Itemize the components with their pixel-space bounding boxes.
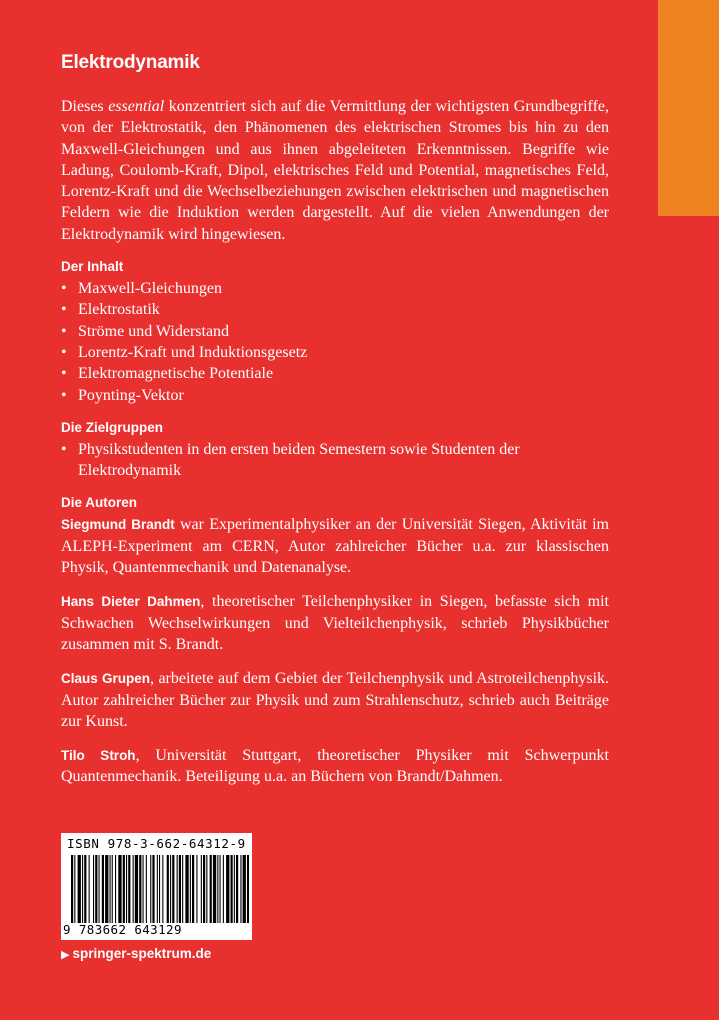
- barcode-bar: [110, 855, 111, 923]
- barcode-bar: [234, 855, 235, 923]
- barcode-bar: [82, 855, 83, 923]
- author-text: , arbeitete auf dem Gebiet der Teilchenphysik und Astroteilchenphysik. Autor zahlreicher Bücher zur Physik und zum Strahlenschutz, schrieb auch Beiträge zur Kunst.: [61, 670, 610, 730]
- barcode-bar: [190, 855, 191, 923]
- barcode-bar: [150, 855, 151, 923]
- author-entry: [61, 514, 609, 578]
- barcode-bar: [179, 855, 181, 923]
- barcode-bar: [152, 855, 154, 923]
- barcode-bar: [102, 855, 104, 923]
- author-entry: [61, 668, 609, 732]
- barcode-bars: [71, 855, 249, 923]
- barcode-bar: [167, 855, 169, 923]
- barcode-bar: [203, 855, 205, 923]
- barcode-bar: [135, 855, 138, 923]
- barcode-bar: [112, 855, 113, 923]
- barcode-bar: [162, 855, 163, 923]
- barcode-bar: [213, 855, 216, 923]
- barcode-bar: [93, 855, 94, 923]
- intro-emphasis: essential: [108, 98, 165, 115]
- list-item-text: Physikstudenten in den ersten beiden Semestern sowie Studenten der Elektrodynamik: [78, 440, 520, 480]
- barcode-bar: [159, 855, 160, 923]
- barcode-bar: [231, 855, 233, 923]
- author-name: Siegmund Brandt: [61, 517, 175, 533]
- barcode-digits: 9 783662 643129: [63, 922, 182, 937]
- list-item: [61, 385, 609, 406]
- barcode-bar: [243, 855, 246, 923]
- website-link[interactable]: [61, 946, 211, 961]
- barcode-bar: [118, 855, 121, 923]
- inhalt-list: [61, 278, 609, 406]
- intro-after: konzentriert sich auf die Vermittlung der wichtigsten Grundbegriffe, von der Elektrostatik, den Phänomenen des elektrischen Stromes bis hin zu den Maxwell-Gleichungen und aus ihnen abgeleiteten Erkenntnissen. Begriffe wie Ladung, Coulomb-Kraft, Dipol, elektrisches Feld und Potential, magnetisches Feld, Lorentz-Kraft und die Wechselbeziehungen zwischen elektrischen und magnetischen Feldern wie die Induktion werden dargestellt. Auf die vielen Anwendungen der Elektrodynamik wird hingewiesen.: [61, 98, 609, 243]
- inhalt-heading: Der Inhalt: [61, 259, 124, 275]
- author-name: Hans Dieter Dahmen: [61, 594, 201, 610]
- author-name: Claus Grupen: [61, 671, 150, 687]
- barcode-bar: [185, 855, 188, 923]
- list-item-text: Poynting-Vektor: [78, 386, 184, 404]
- list-item: [61, 439, 609, 482]
- barcode-bar: [210, 855, 212, 923]
- barcode-bar: [170, 855, 171, 923]
- barcode-bar: [105, 855, 108, 923]
- list-item: [61, 363, 609, 384]
- author-text: , theoretischer Teilchenphysiker in Siegen, befasste sich mit Schwachen Wechselwirkungen und Vielteilchenphysik, schrieb Physikbücher zusammen mit S. Brandt.: [61, 593, 610, 653]
- barcode-bar: [192, 855, 194, 923]
- barcode-bar: [99, 855, 100, 923]
- barcode-bar: [247, 855, 249, 923]
- barcode-bar: [123, 855, 125, 923]
- list-item-text: Lorentz-Kraft und Induktionsgesetz: [78, 343, 308, 361]
- author-text: , Universität Stuttgart, theoretischer Physiker mit Schwerpunkt Quantenmechanik. Beteiligung u.a. an Büchern von Brandt/Dahmen.: [61, 747, 610, 786]
- bullet-icon: •: [61, 440, 67, 458]
- barcode-bar: [201, 855, 202, 923]
- website-text: springer-spektrum.de: [72, 946, 212, 961]
- list-item: [61, 278, 609, 299]
- barcode-bar: [128, 855, 130, 923]
- bullet-icon: •: [61, 343, 67, 361]
- triangle-right-icon: ▶: [61, 949, 70, 961]
- author-text: war Experimentalphysiker an der Universität Siegen, Aktivität im ALEPH-Experiment am CERN, Autor zahlreicher Bücher u.a. zur klassischen Physik, Quantenmechanik und Datenanalyse.: [61, 516, 609, 577]
- intro-paragraph: [61, 96, 609, 245]
- barcode-bar: [95, 855, 97, 923]
- barcode-bar: [223, 855, 224, 923]
- barcode-bar: [217, 855, 218, 923]
- list-item-text: Maxwell-Gleichungen: [78, 280, 222, 298]
- bullet-icon: •: [61, 301, 67, 319]
- autoren-heading: Die Autoren: [61, 495, 138, 511]
- bullet-icon: •: [61, 322, 67, 340]
- barcode-bar: [115, 855, 116, 923]
- book-title: Elektrodynamik: [61, 52, 200, 73]
- barcode-bar: [74, 855, 75, 923]
- barcode-bar: [143, 855, 144, 923]
- list-item: [61, 299, 609, 320]
- list-item: [61, 342, 609, 363]
- list-item-text: Elektromagnetische Potentiale: [78, 365, 274, 383]
- barcode-bar: [172, 855, 174, 923]
- barcode-bar: [196, 855, 197, 923]
- orange-corner-tab: [658, 0, 719, 216]
- bullet-icon: •: [61, 365, 67, 383]
- barcode-bar: [133, 855, 134, 923]
- isbn-barcode: [61, 833, 252, 940]
- barcode-bar: [220, 855, 221, 923]
- barcode-bar: [89, 855, 90, 923]
- list-item-text: Ströme und Widerstand: [78, 322, 230, 340]
- bullet-icon: •: [61, 280, 67, 298]
- author-name: Tilo Stroh: [61, 748, 136, 764]
- barcode-bar: [177, 855, 178, 923]
- barcode-bar: [146, 855, 147, 923]
- barcode-bar: [206, 855, 207, 923]
- bullet-icon: •: [61, 386, 67, 404]
- author-entry: [61, 745, 609, 788]
- barcode-bar: [157, 855, 158, 923]
- zielgruppen-list: [61, 439, 609, 482]
- barcode-bar: [182, 855, 183, 923]
- intro-before: Dieses: [61, 98, 109, 115]
- list-item-text: Elektrostatik: [78, 301, 160, 319]
- barcode-bar: [126, 855, 127, 923]
- barcode-bar: [139, 855, 141, 923]
- barcode-bar: [78, 855, 81, 923]
- list-item: [61, 321, 609, 342]
- back-cover-text: [61, 52, 609, 788]
- barcode-bar: [71, 855, 73, 923]
- barcode-bar: [226, 855, 229, 923]
- barcode-bar: [84, 855, 86, 923]
- author-entry: [61, 591, 609, 655]
- zielgruppen-heading: Die Zielgruppen: [61, 419, 164, 435]
- barcode-bar: [236, 855, 238, 923]
- barcode-bar: [240, 855, 241, 923]
- isbn-label: ISBN 978-3-662-64312-9: [67, 836, 246, 851]
